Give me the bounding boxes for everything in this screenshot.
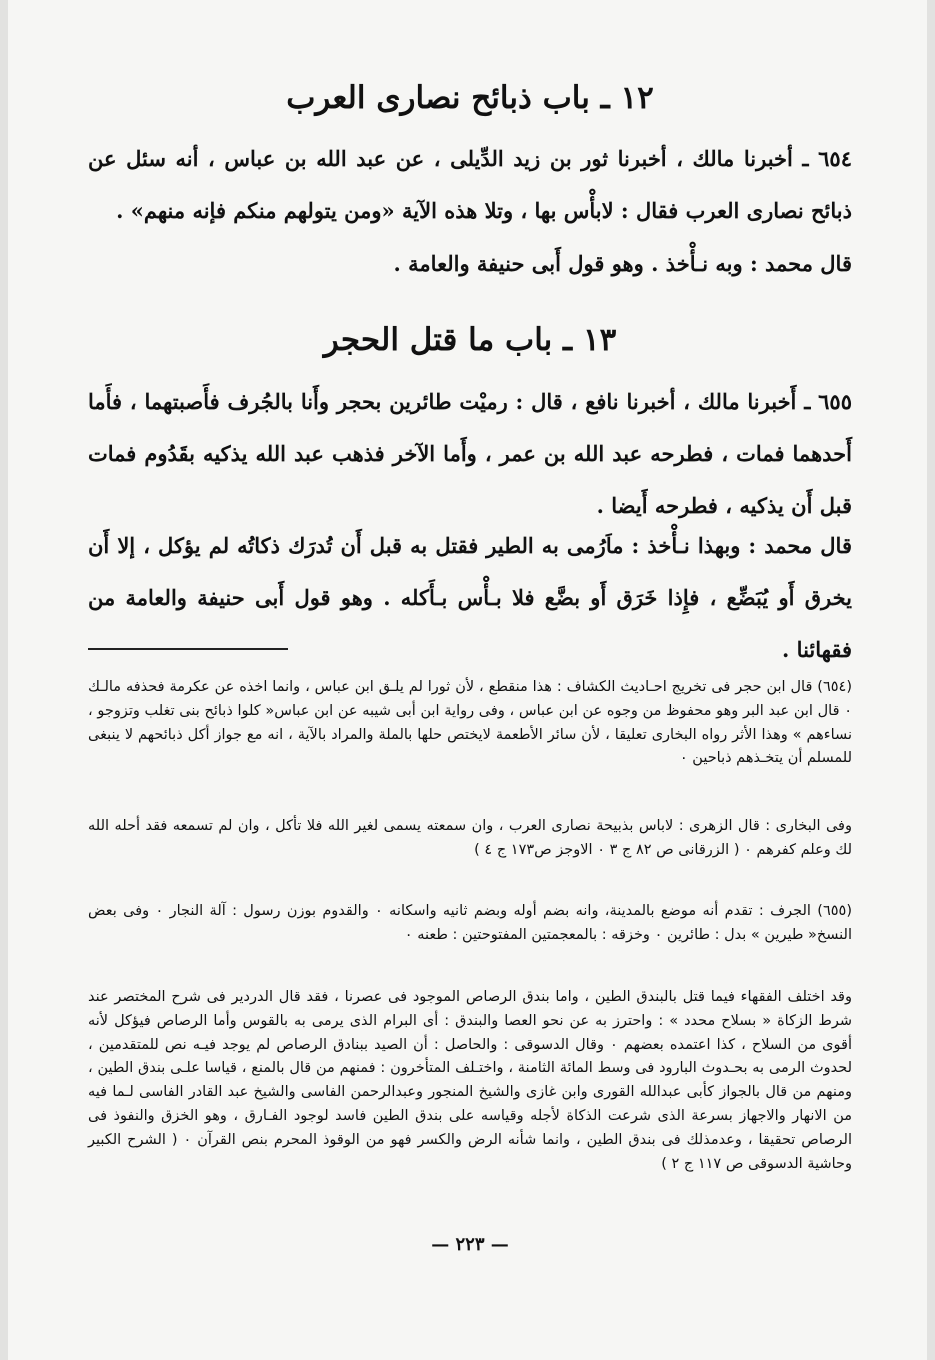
chapter-heading-13: ١٣ ـ باب ما قتل الحجر xyxy=(323,322,617,358)
footnote-655: (٦٥٥) الجرف : تقدم أنه موضع بالمدينة، وانه بضم أوله وبضم ثانيه واسكانه ٠ والقدوم بوزن رسول : آلة النجار ٠ وفى بعض النسخ« طيرين » بدل : طائرين ٠ وخزقه : بالمعجمتين المفتوحتين : طعنه ٠ xyxy=(88,903,852,943)
hadith-655-commentary: قال محمد : وبهذا نـأْخذ : ماَرُمى به الطير فقتل به قبل أَن تُدرَك ذكاتُه لم يؤكل ، إلا أَن يخرق أَو يُبَضِّع ، فإِذا خَرَق أَو بضَّع فلا بـأْس بـأَكله . وهو قول أَبى حنيفة والعامة من فقهائنا . xyxy=(88,533,852,662)
footnote-divider xyxy=(88,648,288,650)
chapter-heading-12: ١٢ ـ باب ذبائح نصارى العرب xyxy=(286,80,654,116)
hadith-654: ٦٥٤ ـ أخبرنا مالك ، أخبرنا ثور بن زيد الدِّيلى ، عن عبد الله بن عباس ، أنه سئل عن ذبائح نصارى العرب فقال : لابأْس بها ، وتلا هذه الآية «ومن يتولهم منكم فإنه منهم» . xyxy=(88,146,852,223)
footnote-654-bukhari: وفى البخارى : قال الزهرى : لاباس بذبيحة نصارى العرب ، وان سمعته يسمى لغير الله فلا تأكل ، وان لم تسمعه فقد أحله الله لك وعلم كفرهم ٠ ( الزرقانى ص ٨٢ ج ٣ ٠ الاوجز ص١٧٣ ج ٤ ) xyxy=(88,818,852,858)
page-number: — ٢٢٣ — xyxy=(431,1234,509,1255)
footnote-654: (٦٥٤) قال ابن حجر فى تخريج احـاديث الكشاف : هذا منقطع ، لأن ثورا لم يلـق ابن عباس ، وانما اخذه عن عكرمة فحذفه مالـك ٠ قال ابن عبد البر وهو محفوظ من وجوه عن ابن عباس ، وفى رواية ابن أبى شيبه عن ابن عباس« كلوا ذبائح بنى تغلب وتزوجو ، نساءهم » وهذا الأثر رواه البخارى تعليقا ، لأن سائر الأطعمة لايختص حلها بالملة والمراد بالآية ، انه مع جواز أكل ذبائحهم لا ينبغى للمسلم أن يتخـذهم ذباحين ٠ xyxy=(88,679,852,767)
hadith-655: ٦٥٥ ـ أَخبرنا مالك ، أخبرنا نافع ، قال : رميْت طائرين بحجر وأَنا بالجُرف فأَصبتهما ، فأَما أَحدهما فمات ، فطرحه عبد الله بن عمر ، وأَما الآخر فذهب عبد الله يذكيه بقَدُوم فمات قبل أَن يذكيه ، فطرحه أَيضا . xyxy=(88,389,852,518)
footnote-655-fiqh: وقد اختلف الفقهاء فيما قتل بالبندق الطين ، واما بندق الرصاص الموجود فى عصرنا ، فقد قال الدردير فى شرح المختصر عند شرط الزكاة « بسلاح محدد » : واحترز به عن نحو العصا والبندق : أى البرام الذى يرمى به بالقوس وأما الرصاص فيؤكل لأنه أقوى من السلاح ، كذا اعتمده بعضهم ٠ وقال الدسوقى : والحاصل : أن الصيد ببنادق الرصاص لم يوجد فيـه نص للمتقدمين ، لحدوث الرمى به بحـدوث البارود فى وسط المائة الثامنة ، واختـلف المتأخرون : فمنهم من قال بالمنع ، قياسا علـى بندق الطين ، ومنهم من قال بالجواز كأبى عبدالله القورى وابن غازى والشيخ المنجور وعبدالرحمن الفاسى والشيخ عبد القادر الفاسى لـما فيه من الانهار والاجهاز بسرعة الذى شرعت الذكاة لأجله وقياسه على بندق الطين فاسد لوجود الفـارق ، وهو الخزق والنفوذ فى الرصاص تحقيقا ، وعدمذلك فى بندق الطين ، وانما شأنه الرض والكسر فهو من الوقوذ المحرم بنص القرآن ٠ ( الشرح الكبير وحاشية الدسوقى ص ١١٧ ج ٢ ) xyxy=(88,989,853,1172)
hadith-654-commentary: قال محمد : وبه نـأْخذ . وهو قول أَبى حنيفة والعامة . xyxy=(393,251,852,276)
